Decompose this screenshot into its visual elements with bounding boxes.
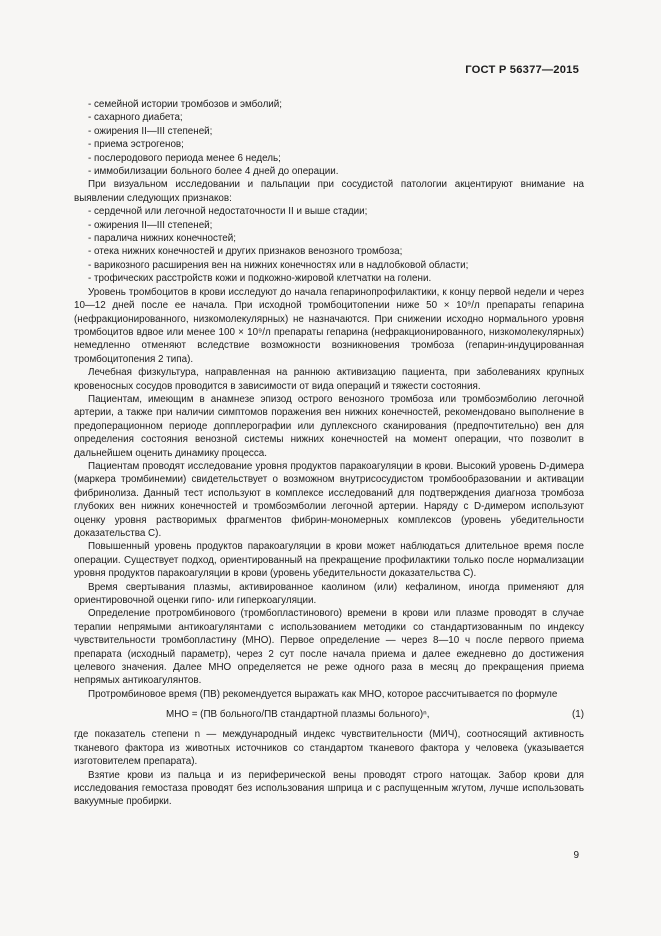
standard-code: ГОСТ Р 56377—2015 xyxy=(465,64,579,76)
list-item: - ожирения II—III степеней; xyxy=(88,125,213,137)
list-item: - иммобилизации больного более 4 дней до операции. xyxy=(88,166,339,178)
list-item: - сахарного диабета; xyxy=(88,112,183,124)
list-item: - послеродового периода менее 6 недель; xyxy=(88,152,281,164)
paragraph-elevated-level: Повышенный уровень продуктов паракоагуляции в крови может наблюдаться длительное время после операции. Существует подход, ориентированный на прекращение профилактики только после нормализации уровня продуктов паракоагуляции в крови (уровень убедительности доказательства С). xyxy=(74,541,584,580)
paragraph-clotting-time: Время свертывания плазмы, активированное каолином (или) кефалином, иногда применяют для ориентировочной оценки гипо- или гиперкоагуляции. xyxy=(74,581,584,607)
sign-list xyxy=(74,205,584,285)
list-item: - отека нижних конечностей и других признаков венозного тромбоза; xyxy=(88,246,403,258)
paragraph-where: где показатель степени n — международный индекс чувствительности (МИЧ), соотносящий активность тканевого фактора из животных источников со стандартом тканевого фактора у человека (указывается изготовителем препарата). xyxy=(74,729,584,768)
risk-factor-list xyxy=(74,98,584,178)
formula-expression: МНО = (ПВ больного/ПВ стандартной плазмы больного)ⁿ, xyxy=(166,709,430,721)
paragraph-visual-exam: При визуальном исследовании и пальпации при сосудистой патологии акцентируют внимание на выявлении следующих признаков: xyxy=(74,179,584,204)
paragraph-exercise: Лечебная физкультура, направленная на раннюю активизацию пациента, при заболеваниях крупных кровеносных сосудов проводится в зависимости от вида операций и тяжести состояния. xyxy=(74,367,584,392)
paragraph-prothrombin: Определение протромбинового (тромбопластинового) времени в крови или плазме проводят в случае терапии непрямыми антикоагулянтами с использованием методики со стандартизованным по индексу чувствительности тромбопластину (МНО). Первое определение — через 8—10 ч после первого приема препарата (исходный параметр), через 2 сут после начала приема и далее ежедневно до достижения целевого значения. Далее МНО определяется не реже одного раза в месяц до прекращения приема непрямых антикоагулянтов. xyxy=(74,608,584,687)
paragraph-pv: Протромбиновое время (ПВ) рекомендуется выражать как МНО, которое рассчитывается по формуле xyxy=(88,688,558,700)
page-number: 9 xyxy=(573,850,579,861)
paragraph-paracoagulation: Пациентам проводят исследование уровня продуктов паракоагуляции в крови. Высокий уровень D-димера (маркера тромбинемии) свидетельствует о возможном внутрисосудистом тромбообразовании и активации фибринолиза. Данный тест используют в комплексе исследований для подтверждения диагноза тромбоза глубоких вен нижних конечностей и тромбоэмболии легочной артерии. Наряду с D-димером используют оценку уровня растворимых фрагментов фибрин-мономерных комплексов (уровень убедительности доказательства С). xyxy=(74,460,584,539)
list-item: - трофических расстройств кожи и подкожно-жировой клетчатки на голени. xyxy=(88,273,432,285)
formula-number: (1) xyxy=(571,709,584,721)
list-item: - ожирения II—III степеней; xyxy=(88,219,213,231)
paragraph-patients: Пациентам, имеющим в анамнезе эпизод острого венозного тромбоза или тромбоэмболию легочной артерии, а также при наличии симптомов поражения вен нижних конечностей, рекомендовано выполнение в предоперационном периоде допплерографии или дуплексного сканирования (предпочтительно) вен для определения состояния венозной системы нижних конечностей на момент операции, что позволит в дальнейшем оценить динамику процесса. xyxy=(74,393,584,459)
list-item: - варикозного расширения вен на нижних конечностях или в надлобковой области; xyxy=(88,259,469,271)
page-content xyxy=(74,98,584,809)
list-item: - приема эстрогенов; xyxy=(88,139,184,151)
list-item: - семейной истории тромбозов и эмболий; xyxy=(88,99,283,110)
list-item: - паралича нижних конечностей; xyxy=(88,233,237,245)
formula-inr xyxy=(74,701,584,728)
paragraph-blood-sampling: Взятие крови из пальца и из периферической вены проводят строго натощак. Забор крови для исследования гемостаза проводят без использования шприца и с распущенным жгутом, лучше использовать вакуумные пробирки. xyxy=(74,769,584,808)
list-item: - сердечной или легочной недостаточности II и выше стадии; xyxy=(88,206,368,218)
paragraph-platelets: Уровень тромбоцитов в крови исследуют до начала гепаринопрофилактики, к концу первой недели и через 10—12 дней после ее начала. При исходной тромбоцитопении ниже 50 × 10⁹/л препараты гепарина (нефракционированного, низкомолекулярных) не назначаются. При снижении исходно нормального уровня тромбоцитов вдвое или менее 100 × 10⁹/л препараты гепарина (нефракционированного, низкомолекулярных) немедленно отменяют вследствие возможности возникновения тромбоза (гепарин-индуцированная тромбоцитопения 2 типа). xyxy=(74,286,584,365)
